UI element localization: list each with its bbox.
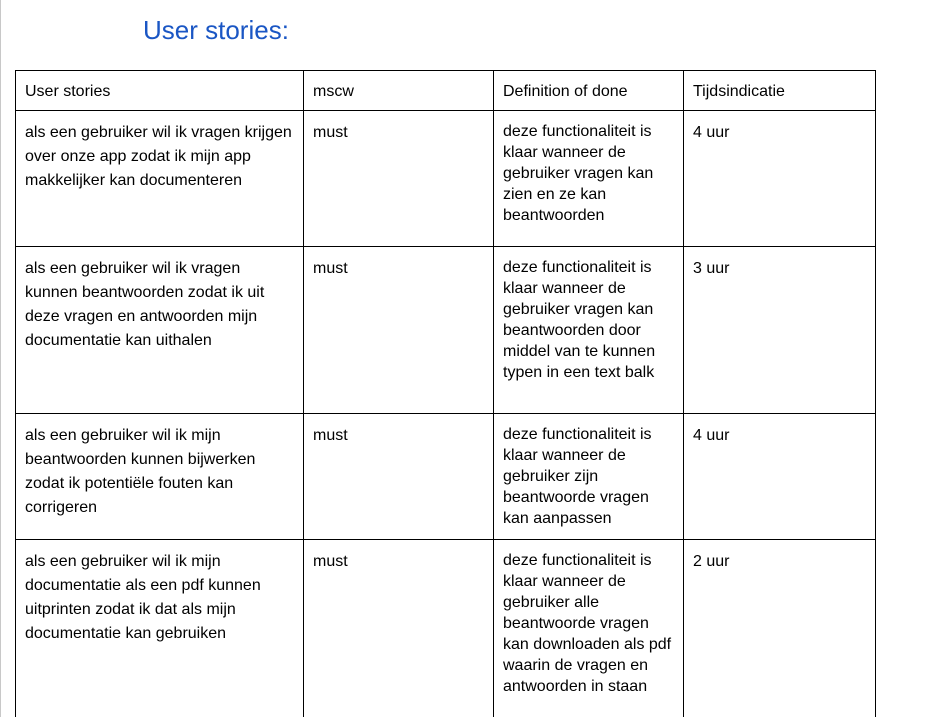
- table-row: [16, 111, 876, 247]
- user-stories-table: [15, 70, 876, 717]
- mscw-cell: must: [304, 247, 494, 414]
- definition-of-done-cell: deze functionaliteit is klaar wanneer de gebruiker zijn beantwoorde vragen kan aanpassen: [494, 414, 684, 540]
- story-cell: als een gebruiker wil ik vragen kunnen beantwoorden zodat ik uit deze vragen en antwoorden mijn documentatie kan uithalen: [16, 247, 304, 414]
- mscw-cell: must: [304, 414, 494, 540]
- page-title: User stories:: [143, 15, 289, 45]
- header-cell-mscw: mscw: [304, 71, 494, 111]
- mscw-cell: must: [304, 540, 494, 717]
- definition-of-done-cell: deze functionaliteit is klaar wanneer de gebruiker vragen kan beantwoorden door middel van te kunnen typen in een text balk: [494, 247, 684, 414]
- time-cell: 2 uur: [684, 540, 876, 717]
- table-row: [16, 414, 876, 540]
- header-cell-definition-of-done: Definition of done: [494, 71, 684, 111]
- time-cell: 4 uur: [684, 111, 876, 247]
- page-edge: [0, 0, 1, 717]
- header-cell-user-stories: User stories: [16, 71, 304, 111]
- header-cell-tijdsindicatie: Tijdsindicatie: [684, 71, 876, 111]
- story-cell: als een gebruiker wil ik mijn documentatie als een pdf kunnen uitprinten zodat ik dat als mijn documentatie kan gebruiken: [16, 540, 304, 717]
- definition-of-done-cell: deze functionaliteit is klaar wanneer de gebruiker alle beantwoorde vragen kan downloaden als pdf waarin de vragen en antwoorden in staan: [494, 540, 684, 717]
- table-row: [16, 247, 876, 414]
- table-header-row: [16, 71, 876, 111]
- mscw-cell: must: [304, 111, 494, 247]
- definition-of-done-cell: deze functionaliteit is klaar wanneer de gebruiker vragen kan zien en ze kan beantwoorden: [494, 111, 684, 247]
- story-cell: als een gebruiker wil ik vragen krijgen over onze app zodat ik mijn app makkelijker kan documenteren: [16, 111, 304, 247]
- time-cell: 4 uur: [684, 414, 876, 540]
- table-row: [16, 540, 876, 717]
- time-cell: 3 uur: [684, 247, 876, 414]
- story-cell: als een gebruiker wil ik mijn beantwoorden kunnen bijwerken zodat ik potentiële fouten kan corrigeren: [16, 414, 304, 540]
